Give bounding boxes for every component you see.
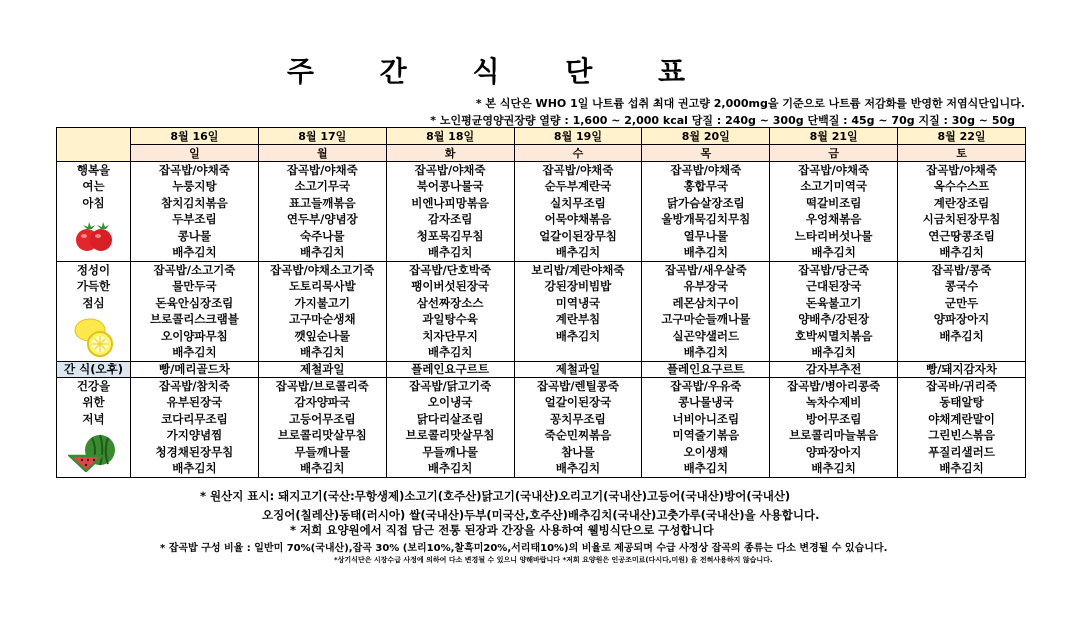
- menu-item: 죽순민찌볶음: [544, 428, 612, 443]
- menu-item: 방어무조림: [805, 411, 862, 426]
- lunch-cell: [131, 262, 259, 362]
- breakfast-cell: [386, 162, 514, 262]
- menu-item: 양배추/강된장: [798, 312, 870, 327]
- date-cell: 8월 18일: [386, 128, 514, 145]
- menu-item: 콩나물냉국: [678, 395, 734, 410]
- menu-item: 배추김치: [172, 244, 217, 259]
- menu-item: 소고기미역국: [800, 179, 867, 194]
- menu-item: 배추김치: [300, 460, 345, 475]
- menu-item: 연근땅콩조림: [928, 228, 995, 243]
- menu-item: 배추김치: [555, 460, 601, 475]
- snack-cell: 제철과일: [258, 362, 386, 378]
- menu-item: 잡곡밥/야채죽: [286, 163, 358, 177]
- menu-item: 코다리무조림: [161, 411, 228, 426]
- menu-item: 배추김치: [811, 244, 856, 259]
- lunch-cell: [770, 262, 898, 362]
- menu-item: 콩국수: [944, 279, 979, 294]
- menu-item: 고구마순들깨나물: [661, 312, 751, 327]
- date-cell: 8월 16일: [131, 128, 259, 145]
- menu-item: 잡곡밥/콩죽: [931, 263, 992, 277]
- menu-item: 어묵야채볶음: [544, 212, 612, 227]
- page-title: 주 간 식 단 표: [286, 55, 714, 88]
- menu-item: 배추김치: [172, 460, 217, 475]
- table-corner: [57, 128, 131, 162]
- menu-item: 배추김치: [172, 344, 217, 359]
- breakfast-cell: [131, 162, 259, 262]
- menu-item: 실치무조림: [550, 195, 606, 210]
- breakfast-label: 행복을 여는 아침: [57, 162, 131, 262]
- menu-item: 강된장비빔밥: [544, 279, 612, 294]
- grain-ratio-note: * 잡곡밥 구성 비율 : 일반미 70%(국내산),잡곡 30% (보리10%,찰흑미20%,서리태10%)의 비율로 제공되며 수급 사정상 잡곡의 종류는 다소 변경될 수 있습니다.: [160, 543, 888, 554]
- menu-item: 팽이버섯된장국: [411, 279, 489, 294]
- menu-item: 배추김치: [555, 244, 601, 259]
- lunch-cell: [386, 262, 514, 362]
- day-cell: 월: [258, 145, 386, 162]
- menu-item: 그린빈스볶음: [928, 428, 995, 443]
- menu-item: 콩나물: [177, 228, 212, 243]
- menu-item: 오이양파무침: [161, 328, 228, 343]
- menu-item: 잡곡밥/병아리콩죽: [787, 379, 881, 393]
- menu-item: 감자양파국: [294, 395, 351, 410]
- day-cell: 화: [386, 145, 514, 162]
- menu-item: 잡곡밥/야채죽: [542, 163, 614, 177]
- menu-item: 옥수수스프: [933, 179, 990, 194]
- lunch-cell: [514, 262, 642, 362]
- menu-item: 배추김치: [811, 460, 856, 475]
- menu-item: 계란부침: [555, 312, 601, 327]
- snack-row: [57, 362, 1026, 378]
- menu-item: 돈육안심장조림: [155, 295, 234, 310]
- lunch-row: [57, 262, 1026, 362]
- lunch-cell: [258, 262, 386, 362]
- menu-item: 무들깨나물: [294, 444, 351, 459]
- menu-item: 가지불고기: [294, 295, 351, 310]
- day-cell: 토: [898, 145, 1026, 162]
- menu-item: 꽁치무조림: [550, 411, 606, 426]
- menu-item: 잡곡밥/우유죽: [670, 379, 742, 393]
- menu-item: 잡곡밥/브로콜리죽: [275, 379, 369, 393]
- menu-item: 잡곡밥/렌틸콩죽: [536, 379, 619, 393]
- menu-item: 잡곡밥/닭고기죽: [409, 379, 492, 393]
- menu-item: 북어콩나물국: [416, 179, 484, 194]
- dinner-cell: [514, 378, 642, 478]
- menu-item: 레몬삼치구이: [672, 295, 740, 310]
- date-cell: 8월 21일: [770, 128, 898, 145]
- menu-item: 깻잎순나물: [294, 328, 351, 343]
- snack-cell: 제철과일: [514, 362, 642, 378]
- menu-item: 호박씨멸치볶음: [794, 328, 873, 343]
- dinner-cell: [642, 378, 770, 478]
- menu-item: 보리밥/계란야채죽: [531, 263, 625, 277]
- date-cell: 8월 20일: [642, 128, 770, 145]
- menu-item: 떡갈비조림: [805, 195, 862, 210]
- menu-item: 잡곡바/귀리죽: [926, 379, 997, 393]
- menu-item: 잡곡밥/당근죽: [798, 263, 870, 277]
- menu-item: 고구마순생채: [288, 312, 356, 327]
- dinner-cell: [258, 378, 386, 478]
- menu-item: 배추김치: [683, 244, 729, 259]
- menu-item: 누룽지탕: [172, 179, 217, 194]
- menu-item: 유부장국: [683, 279, 729, 294]
- menu-item: 도토리묵사발: [288, 279, 356, 294]
- menu-item: 양파장아지: [805, 444, 862, 459]
- menu-item: 참치김치볶음: [161, 195, 228, 210]
- menu-item: 표고들깨볶음: [288, 195, 356, 210]
- menu-item: 잡곡밥/야채죽: [798, 163, 870, 177]
- menu-item: 녹차수제비: [805, 395, 862, 410]
- menu-item: 미역줄기볶음: [672, 428, 740, 443]
- snack-cell: 감자부추전: [770, 362, 898, 378]
- menu-item: 오이생채: [683, 444, 729, 459]
- menu-item: 치자단무지: [422, 328, 478, 343]
- menu-item: [515, 344, 642, 360]
- lunch-cell: [898, 262, 1026, 362]
- menu-item: 군만두: [944, 295, 979, 310]
- menu-item: 가지양념찜: [166, 428, 223, 443]
- menu-item: 비엔나피망볶음: [411, 195, 489, 210]
- menu-item: 야채계란말이: [928, 411, 995, 426]
- menu-item: 배추김치: [683, 344, 729, 359]
- menu-item: 얼갈이된장무침: [539, 228, 617, 243]
- menu-item: 청경채된장무침: [155, 444, 234, 459]
- menu-item: 잡곡밥/참치죽: [158, 379, 230, 393]
- date-cell: 8월 19일: [514, 128, 642, 145]
- origin-note: * 원산지 표시: 돼지고기(국산:무항생제)소고기(호주산)닭고기(국내산)오리고기(국내산)고등어(국내산)방어(국내산): [200, 489, 791, 503]
- menu-item: 잡곡밥/야채죽: [926, 163, 997, 177]
- menu-item: 참나물: [561, 444, 595, 459]
- menu-item: 오이냉국: [427, 395, 473, 410]
- menu-item: 배추김치: [427, 460, 473, 475]
- menu-item: 배추김치: [427, 244, 473, 259]
- menu-item: 계란장조림: [933, 195, 990, 210]
- breakfast-row: [57, 162, 1026, 262]
- homemade-note: * 저희 요양원에서 직접 담근 전통 된장과 간장을 사용하여 웰빙식단으로 구성합니다: [290, 523, 714, 537]
- menu-item: 잡곡밥/야채죽: [414, 163, 486, 177]
- day-cell: 금: [770, 145, 898, 162]
- menu-item: 얼갈이된장국: [544, 395, 612, 410]
- breakfast-cell: [642, 162, 770, 262]
- snack-cell: 빵/돼지감자차: [898, 362, 1026, 378]
- menu-item: 잡곡밥/야채소고기죽: [270, 263, 375, 277]
- snack-label: 간 식(오후): [57, 362, 131, 378]
- snack-cell: 플레인요구르트: [386, 362, 514, 378]
- menu-item: 청포묵김무침: [416, 228, 484, 243]
- menu-item: 실곤약샐러드: [672, 328, 740, 343]
- menu-item: 감자조림: [427, 212, 473, 227]
- menu-item: 홍합무국: [683, 179, 729, 194]
- menu-item: 느타리버섯나물: [794, 228, 873, 243]
- nutrition-note: * 노인평균영양권장량 열량 : 1,600 ~ 2,000 kcal 당질 : 240g ~ 300g 단백질 : 45g ~ 70g 지질 : 30g ~ 50g: [430, 114, 1015, 127]
- date-row: [57, 128, 1026, 145]
- day-cell: 수: [514, 145, 642, 162]
- menu-item: 근대된장국: [805, 279, 862, 294]
- menu-item: 배추김치: [811, 344, 856, 359]
- menu-item: 배추김치: [300, 244, 345, 259]
- snack-cell: 플레인요구르트: [642, 362, 770, 378]
- dinner-cell: [770, 378, 898, 478]
- menu-item: 숙주나물: [300, 228, 345, 243]
- menu-item: 시금치된장무침: [922, 212, 1001, 227]
- day-row: [57, 145, 1026, 162]
- menu-item: 과일탕수육: [422, 312, 478, 327]
- dinner-cell: [131, 378, 259, 478]
- menu-item: 브로콜리마늘볶음: [789, 428, 879, 443]
- lunch-cell: [642, 262, 770, 362]
- dinner-cell: [386, 378, 514, 478]
- sodium-note: * 본 식단은 WHO 1일 나트륨 섭취 최대 권고량 2,000mg을 기준으로 나트륨 저감화를 반영한 저염식단입니다.: [475, 97, 1025, 110]
- lemon-icon: [70, 314, 118, 358]
- menu-item: 배추김치: [683, 460, 729, 475]
- menu-item: 미역냉국: [555, 295, 601, 310]
- day-cell: 일: [131, 145, 259, 162]
- menu-item: 브로콜리맛살무침: [277, 428, 367, 443]
- snack-cell: 빵/메리골드차: [131, 362, 259, 378]
- menu-item: 닭가슴살장조림: [666, 195, 745, 210]
- breakfast-cell: [258, 162, 386, 262]
- breakfast-cell: [514, 162, 642, 262]
- date-cell: 8월 22일: [898, 128, 1026, 145]
- menu-item: 푸질리샐러드: [928, 444, 995, 459]
- menu-item: [898, 344, 1025, 360]
- day-cell: 목: [642, 145, 770, 162]
- menu-item: 순두부계란국: [544, 179, 612, 194]
- menu-item: 잡곡밥/소고기죽: [153, 263, 236, 277]
- menu-item: 잡곡밥/야채죽: [670, 163, 742, 177]
- menu-item: 브로콜리스크램블: [149, 312, 239, 327]
- menu-item: 소고기무국: [294, 179, 351, 194]
- menu-item: 물만두국: [172, 279, 217, 294]
- menu-item: 동태알탕: [939, 395, 984, 410]
- tomato-icon: [74, 218, 114, 256]
- menu-item: 너비아니조림: [672, 411, 740, 426]
- menu-item: 양파장아지: [933, 312, 990, 327]
- origin-note-continued: 오징어(칠레산)동태(러시아) 쌀(국내산)두부(미국산,호주산)배추김치(국내산)고춧가루(국내산)을 사용합니다.: [262, 508, 820, 522]
- menu-item: 열무나물: [683, 228, 729, 243]
- date-cell: 8월 17일: [258, 128, 386, 145]
- menu-item: 두부조림: [172, 212, 217, 227]
- breakfast-cell: [898, 162, 1026, 262]
- menu-item: 무들깨나물: [422, 444, 478, 459]
- menu-item: 브로콜리맛살무침: [405, 428, 495, 443]
- dinner-label: 건강을 위한 저녁: [57, 378, 131, 478]
- disclaimer-note: *상기식단은 시장수급 사정에 의하여 다소 변경될 수 있으니 양해바랍니다 *저희 요양원은 인공조미료(다시다,미원) 을 전혀사용하지 않습니다.: [334, 556, 773, 564]
- menu-item: 잡곡밥/새우살죽: [664, 263, 747, 277]
- menu-item: 배추김치: [939, 328, 984, 343]
- menu-item: 닭다리살조림: [416, 411, 484, 426]
- menu-item: 배추김치: [939, 460, 984, 475]
- dinner-cell: [898, 378, 1026, 478]
- watermelon-icon: [68, 432, 120, 472]
- menu-item: 유부된장국: [166, 395, 223, 410]
- menu-item: 잡곡밥/야채죽: [158, 163, 230, 177]
- menu-item: 배추김치: [427, 344, 473, 359]
- menu-item: 우엉채볶음: [805, 212, 862, 227]
- menu-item: 잡곡밥/단호박죽: [409, 263, 492, 277]
- breakfast-cell: [770, 162, 898, 262]
- menu-item: 돈육불고기: [805, 295, 862, 310]
- menu-item: 울방개묵김치무침: [661, 212, 751, 227]
- menu-item: 배추김치: [555, 328, 601, 343]
- menu-item: 연두부/양념장: [286, 212, 358, 227]
- lunch-label: 정성이 가득한 점심: [57, 262, 131, 362]
- menu-item: 배추김치: [939, 244, 984, 259]
- dinner-row: [57, 378, 1026, 478]
- menu-item: 고등어무조림: [288, 411, 356, 426]
- menu-item: 삼선짜장소스: [416, 295, 484, 310]
- menu-item: 배추김치: [300, 344, 345, 359]
- weekly-menu-table: [56, 127, 1026, 478]
